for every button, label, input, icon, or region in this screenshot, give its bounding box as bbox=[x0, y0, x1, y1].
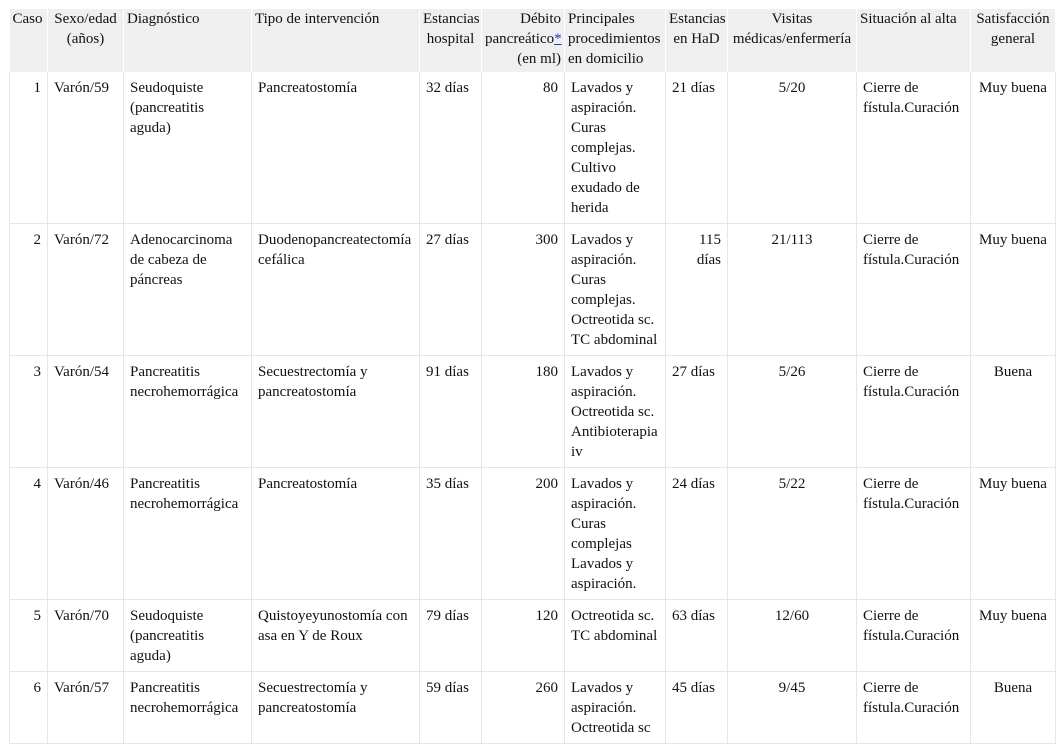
table-row bbox=[10, 468, 1056, 600]
cell-diagnosis: Pancreatitis necrohemorrágica bbox=[124, 672, 252, 744]
cell-debit: 80 bbox=[482, 72, 565, 224]
cell-procedures: Lavados y aspiración. Octreotida sc bbox=[565, 672, 666, 744]
cell-sex-age: Varón/46 bbox=[48, 468, 124, 600]
cell-diagnosis: Seudoquiste (pancreatitis aguda) bbox=[124, 72, 252, 224]
cell-stay-had: 21 días bbox=[666, 72, 728, 224]
cell-stay-had: 63 días bbox=[666, 600, 728, 672]
cell-procedures: Octreotida sc. TC abdominal bbox=[565, 600, 666, 672]
cell-intervention: Secuestrectomía y pancreatostomía bbox=[252, 672, 420, 744]
table-row bbox=[10, 672, 1056, 744]
cell-satisfaction: Buena bbox=[971, 672, 1056, 744]
table-row bbox=[10, 72, 1056, 224]
cell-visits: 5/22 bbox=[728, 468, 857, 600]
cell-discharge: Cierre de fístula.Curación bbox=[857, 72, 971, 224]
cell-intervention: Duodenopancreatectomía cefálica bbox=[252, 224, 420, 356]
cell-sex-age: Varón/57 bbox=[48, 672, 124, 744]
header-visits: Visitas médicas/enfermería bbox=[728, 9, 857, 72]
cell-intervention: Quistoyeyunostomía con asa en Y de Roux bbox=[252, 600, 420, 672]
header-diagnosis: Diagnóstico bbox=[124, 9, 252, 72]
cell-procedures: Lavados y aspiración. Curas complejas. Cultivo exudado de herida bbox=[565, 72, 666, 224]
header-pancreatic-debit: Débito pancreático* (en ml) bbox=[482, 9, 565, 72]
cell-sex-age: Varón/54 bbox=[48, 356, 124, 468]
cell-stay-had: 115 días bbox=[666, 224, 728, 356]
cell-stay-hospital: 79 días bbox=[420, 600, 482, 672]
cell-stay-hospital: 59 días bbox=[420, 672, 482, 744]
cell-satisfaction: Muy buena bbox=[971, 224, 1056, 356]
cell-debit: 300 bbox=[482, 224, 565, 356]
cell-visits: 5/26 bbox=[728, 356, 857, 468]
cell-stay-hospital: 91 días bbox=[420, 356, 482, 468]
cell-procedures: Lavados y aspiración. Octreotida sc. Antibioterapia iv bbox=[565, 356, 666, 468]
cell-sex-age: Varón/70 bbox=[48, 600, 124, 672]
cell-case: 5 bbox=[10, 600, 48, 672]
header-sex-age: Sexo/edad (años) bbox=[48, 9, 124, 72]
cell-satisfaction: Muy buena bbox=[971, 600, 1056, 672]
table-row bbox=[10, 356, 1056, 468]
cell-diagnosis: Pancreatitis necrohemorrágica bbox=[124, 356, 252, 468]
header-case: Caso bbox=[10, 9, 48, 72]
table-row bbox=[10, 600, 1056, 672]
cell-visits: 12/60 bbox=[728, 600, 857, 672]
cell-discharge: Cierre de fístula.Curación bbox=[857, 672, 971, 744]
cell-case: 4 bbox=[10, 468, 48, 600]
cell-sex-age: Varón/59 bbox=[48, 72, 124, 224]
cell-procedures: Lavados y aspiración. Curas complejas. Octreotida sc. TC abdominal bbox=[565, 224, 666, 356]
cell-discharge: Cierre de fístula.Curación bbox=[857, 600, 971, 672]
cell-intervention: Pancreatostomía bbox=[252, 468, 420, 600]
cases-table bbox=[9, 9, 1056, 744]
cell-stay-hospital: 35 días bbox=[420, 468, 482, 600]
cell-procedures: Lavados y aspiración. Curas complejas Lavados y aspiración. bbox=[565, 468, 666, 600]
cell-discharge: Cierre de fístula.Curación bbox=[857, 224, 971, 356]
cell-debit: 260 bbox=[482, 672, 565, 744]
table-container bbox=[9, 9, 1055, 744]
cell-debit: 120 bbox=[482, 600, 565, 672]
cell-stay-had: 45 días bbox=[666, 672, 728, 744]
cell-visits: 5/20 bbox=[728, 72, 857, 224]
header-satisfaction: Satisfacción general bbox=[971, 9, 1056, 72]
cell-case: 2 bbox=[10, 224, 48, 356]
table-row bbox=[10, 224, 1056, 356]
cell-case: 6 bbox=[10, 672, 48, 744]
cell-visits: 9/45 bbox=[728, 672, 857, 744]
header-stay-had: Estancias en HaD bbox=[666, 9, 728, 72]
cell-satisfaction: Muy buena bbox=[971, 72, 1056, 224]
cell-case: 3 bbox=[10, 356, 48, 468]
cell-debit: 200 bbox=[482, 468, 565, 600]
header-procedures: Principales procedimientos en domicilio bbox=[565, 9, 666, 72]
cell-satisfaction: Buena bbox=[971, 356, 1056, 468]
header-stay-hospital: Estancias hospital bbox=[420, 9, 482, 72]
cell-visits: 21/113 bbox=[728, 224, 857, 356]
cell-stay-hospital: 27 días bbox=[420, 224, 482, 356]
cell-stay-hospital: 32 días bbox=[420, 72, 482, 224]
footnote-link[interactable]: * bbox=[554, 31, 562, 47]
cell-intervention: Pancreatostomía bbox=[252, 72, 420, 224]
cell-satisfaction: Muy buena bbox=[971, 468, 1056, 600]
cell-diagnosis: Seudoquiste (pancreatitis aguda) bbox=[124, 600, 252, 672]
cell-case: 1 bbox=[10, 72, 48, 224]
cell-stay-had: 27 días bbox=[666, 356, 728, 468]
cell-diagnosis: Pancreatitis necrohemorrágica bbox=[124, 468, 252, 600]
header-discharge: Situación al alta bbox=[857, 9, 971, 72]
cell-sex-age: Varón/72 bbox=[48, 224, 124, 356]
header-intervention: Tipo de intervención bbox=[252, 9, 420, 72]
cell-stay-had: 24 días bbox=[666, 468, 728, 600]
header-row bbox=[10, 9, 1056, 72]
cell-discharge: Cierre de fístula.Curación bbox=[857, 356, 971, 468]
cell-intervention: Secuestrectomía y pancreatostomía bbox=[252, 356, 420, 468]
cell-diagnosis: Adenocarcinoma de cabeza de páncreas bbox=[124, 224, 252, 356]
cell-discharge: Cierre de fístula.Curación bbox=[857, 468, 971, 600]
cell-debit: 180 bbox=[482, 356, 565, 468]
